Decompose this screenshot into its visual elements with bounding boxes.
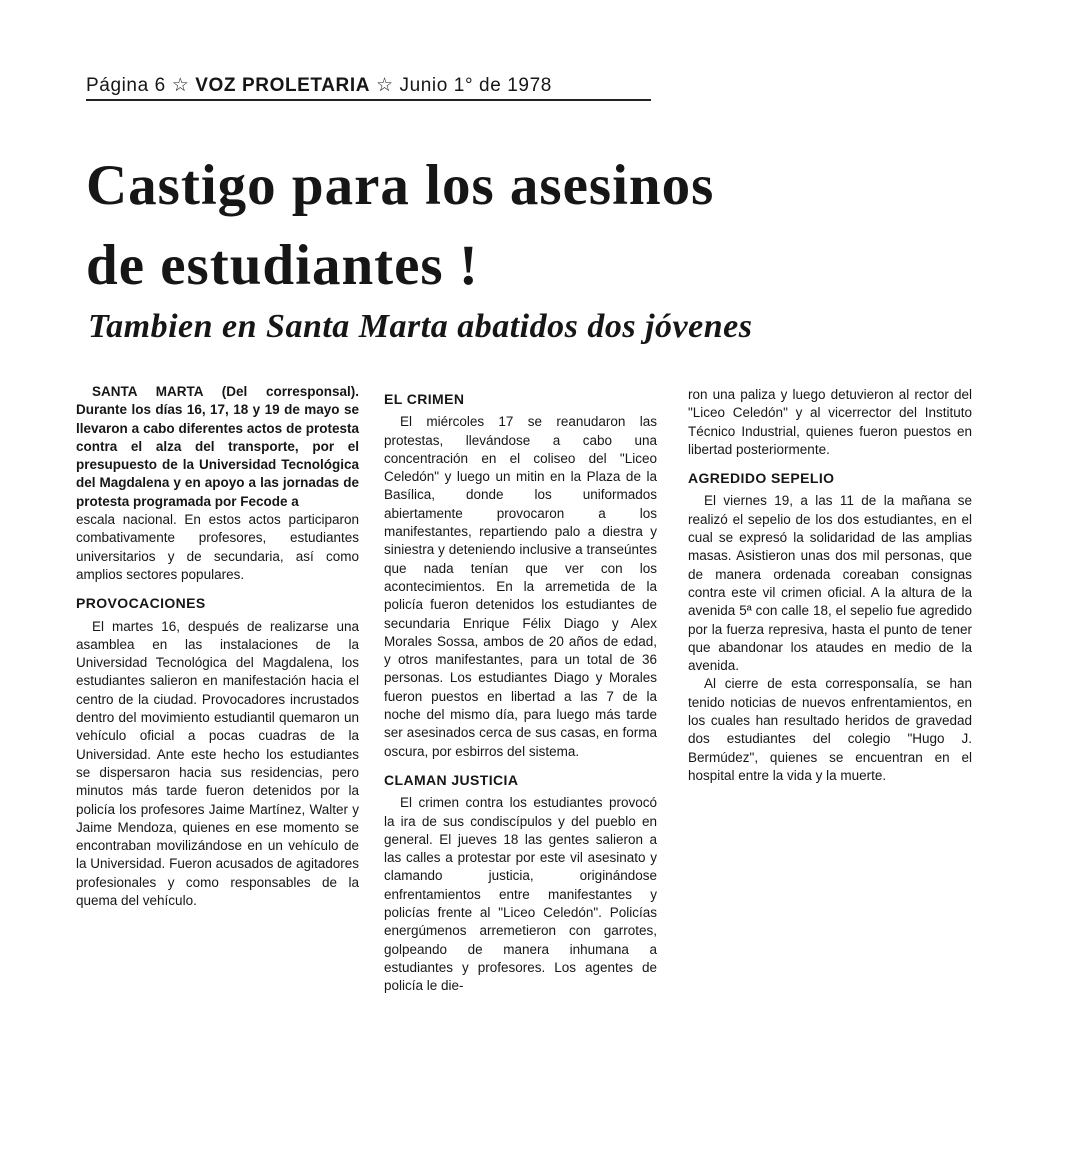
newspaper-name: VOZ PROLETARIA	[195, 75, 371, 96]
star-icon: ☆	[375, 75, 394, 96]
article-paragraph: ron una paliza y luego detuvieron al rector del "Liceo Celedón" y al vicerrector del Instituto Técnico Industrial, quienes fueron puestos en libertad posteriormente.	[688, 387, 972, 457]
section-heading-agredido-sepelio: AGREDIDO SEPELIO	[688, 470, 835, 487]
article-paragraph: El viernes 19, a las 11 de la mañana se realizó el sepelio de los dos estudiantes, en el cual se expresó la solidaridad de las amplias masas. Asistieron unas dos mil personas, que de manera ordenada coreaban consignas contra este vil crimen oficial. A la altura de la avenida 5ª con calle 18, el sepelio fue agredido por la fuerza represiva, hasta el punto de tener que abandonar los ataudes en medio de la avenida.	[688, 493, 972, 674]
article-paragraph: escala nacional. En estos actos participaron combativamente profesores, estudiantes universitarios y de secundaria, así como amplios sectores populares.	[76, 512, 359, 582]
issue-date: Junio 1° de 1978	[399, 75, 552, 96]
section-heading-provocaciones: PROVOCACIONES	[76, 595, 206, 612]
article-paragraph: El crimen contra los estudiantes provocó la ira de sus condiscípulos y del pueblo en general. El jueves 18 las gentes salieron a las calles a protestar por este vil asesinato y clamando justicia, originándose enfrentamientos entre manifestantes y policías frente al "Liceo Celedón". Policías energúmenos arremetieron con garrotes, golpeando de manera inhumana a estudiantes y profesores. Los agentes de policía le die-	[384, 795, 657, 994]
article-paragraph: El martes 16, después de realizarse una asamblea en las instalaciones de la Universidad Tecnológica del Magdalena, los estudiantes salieron en manifestación hacia el centro de la ciudad. Provocadores incrustados dentro del movimiento estudiantil quemaron un vehículo oficial a pocas cuadras de la Universidad. Ante este hecho los estudiantes se dispersaron hacia sus residencias, pero minutos más tarde fueron detenidos por la policía los profesores Jaime Martínez, Walter y Jaime Mendoza, quienes en ese momento se encontraban movilizándose en un vehículo de la Universidad. Fueron acusados de agitadores profesionales y como responsables de la quema del vehículo.	[76, 618, 359, 909]
article-paragraph: El miércoles 17 se reanudaron las protestas, llevándose a cabo una concentración en el coliseo del "Liceo Celedón" y luego un mitin en la Plaza de la Basílica, donde los uniformados abiertamente provocaron a los manifestantes, repartiendo palo a diestra y siniestra y deteniendo inclusive a transeúntes que nada tenían que ver con los acontecimientos. En la arremetida de la policía fueron detenidos los estudiantes de secundaria Enrique Félix Diago y Alex Morales Sossa, ambos de 20 años de edad, y otros manifestantes, para un total de 36 personas. Los estudiantes Diago y Morales fueron puestos en libertad a las 7 de la noche del mismo día, para luego más tarde ser asesinados cerca de sus casas, en forma oscura, por esbirros del sistema.	[384, 414, 657, 759]
article-paragraph: SANTA MARTA (Del corresponsal). Durante los días 16, 17, 18 y 19 de mayo se llevaron a cabo diferentes actos de protesta contra el alza del transporte, por el presupuesto de la Universidad Tecnológica del Magdalena y en apoyo a las jornadas de protesta programada por Fecode a	[76, 384, 359, 509]
article-column-2	[384, 390, 657, 996]
page-number: Página 6	[86, 75, 166, 96]
article-column-1	[76, 383, 359, 910]
headline	[86, 146, 986, 306]
star-icon: ☆	[171, 75, 190, 96]
article-paragraph: Al cierre de esta corresponsalía, se han tenido noticias de nuevos enfrentamientos, en los cuales han resultado heridos de gravedad dos estudiantes del colegio "Hugo J. Bermúdez", quienes se encuentran en el hospital entre la vida y la muerte.	[688, 676, 972, 783]
headline-line-2: de estudiantes !	[86, 234, 479, 297]
headline-line-1: Castigo para los asesinos	[86, 154, 715, 217]
page-masthead	[86, 74, 651, 101]
article-column-3	[688, 386, 972, 785]
subheadline: Tambien en Santa Marta abatidos dos jóvenes	[88, 308, 753, 345]
section-heading-el-crimen: EL CRIMEN	[384, 391, 465, 407]
section-heading-claman-justicia: CLAMAN JUSTICIA	[384, 771, 519, 788]
